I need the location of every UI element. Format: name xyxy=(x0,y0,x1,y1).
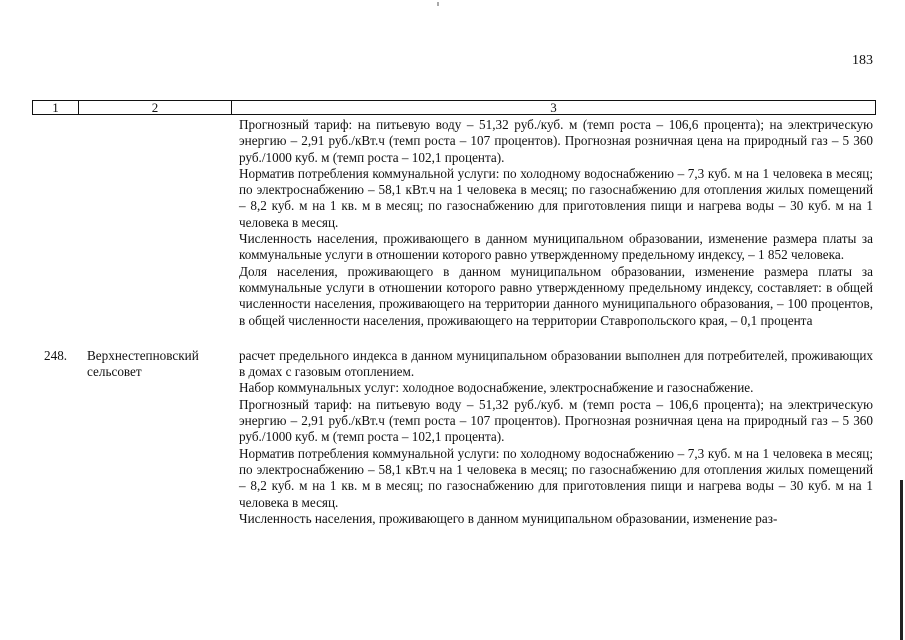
paragraph-norms: Норматив потребления коммунальной услуги: по холодному водоснабжению – 7,3 куб. м на 1 человека в месяц; по электроснабжению – 58,1 кВт.ч на 1 человека в месяц; по газоснабжению для отопления жилых помещений – 8,2 куб. м на 1 кв. м в месяц; по газоснабжению для приготовления пищи и нагрева воды – 30 куб. м на 1 человека в месяц. xyxy=(239,165,873,230)
paragraph-population: Численность населения, проживающего в данном муниципальном образовании, изменение раз- xyxy=(239,510,778,526)
paragraph-calculation: расчет предельного индекса в данном муниципальном образовании выполнен для потребителей, проживающих в домах с газовым отоплением. xyxy=(239,347,873,380)
paragraph-services: Набор коммунальных услуг: холодное водоснабжение, электроснабжение и газоснабжение. xyxy=(239,380,754,396)
table-header-row xyxy=(32,100,876,115)
row-number: 248. xyxy=(44,347,68,363)
paragraph-share: Доля населения, проживающего в данном муниципальном образовании, изменение размера платы за коммунальные услуги в отношении которого равно утвержденному предельному индексу, составляет: в общей численности населения, проживающего на территории данного муниципального образования, – 100 процентов, в общей численности населения, проживающего на территории Ставропольского края, – 0,1 процента xyxy=(239,263,873,328)
paragraph-population: Численность населения, проживающего в данном муниципальном образовании, изменение размера платы за коммунальные услуги в отношении которого равно утвержденному предельному индексу, – 1 852 человека. xyxy=(239,231,873,263)
paragraph-norms: Норматив потребления коммунальной услуги: по холодному водоснабжению – 7,3 куб. м на 1 человека в месяц; по электроснабжению – 58,1 кВт.ч на 1 человека в месяц; по газоснабжению для отопления жилых помещений – 8,2 куб. м на 1 кв. м в месяц; по газоснабжению для приготовления пищи и нагрева воды – 30 куб. м на 1 человека в месяц. xyxy=(239,445,873,510)
row-description xyxy=(231,348,876,527)
municipality-name: Верхнестепновский сельсовет xyxy=(87,347,199,380)
table-header-col-2: 2 xyxy=(79,101,232,114)
table-header-col-3: 3 xyxy=(550,100,557,115)
page-number: 183 xyxy=(852,53,873,68)
table-row xyxy=(32,348,876,527)
paragraph-tariff: Прогнозный тариф: на питьевую воду – 51,32 руб./куб. м (темп роста – 106,6 процента); на электрическую энергию – 2,91 руб./кВт.ч (темп роста – 107 процентов). Прогнозная розничная цена на природный газ – 5 360 руб./1000 куб. м (темп роста – 102,1 процента). xyxy=(239,117,873,165)
scan-speck xyxy=(437,2,439,6)
scan-edge-line xyxy=(900,480,903,640)
paragraph-tariff: Прогнозный тариф: на питьевую воду – 51,32 руб./куб. м (темп роста – 106,6 процента); на электрическую энергию – 2,91 руб./кВт.ч (темп роста – 107 процентов). Прогнозная розничная цена на природный газ – 5 360 руб./1000 куб. м (темп роста – 102,1 процента). xyxy=(239,396,873,445)
table-header-col-1: 1 xyxy=(33,101,79,114)
document-body xyxy=(32,117,876,527)
row-description xyxy=(231,117,876,329)
table-row xyxy=(32,117,876,329)
